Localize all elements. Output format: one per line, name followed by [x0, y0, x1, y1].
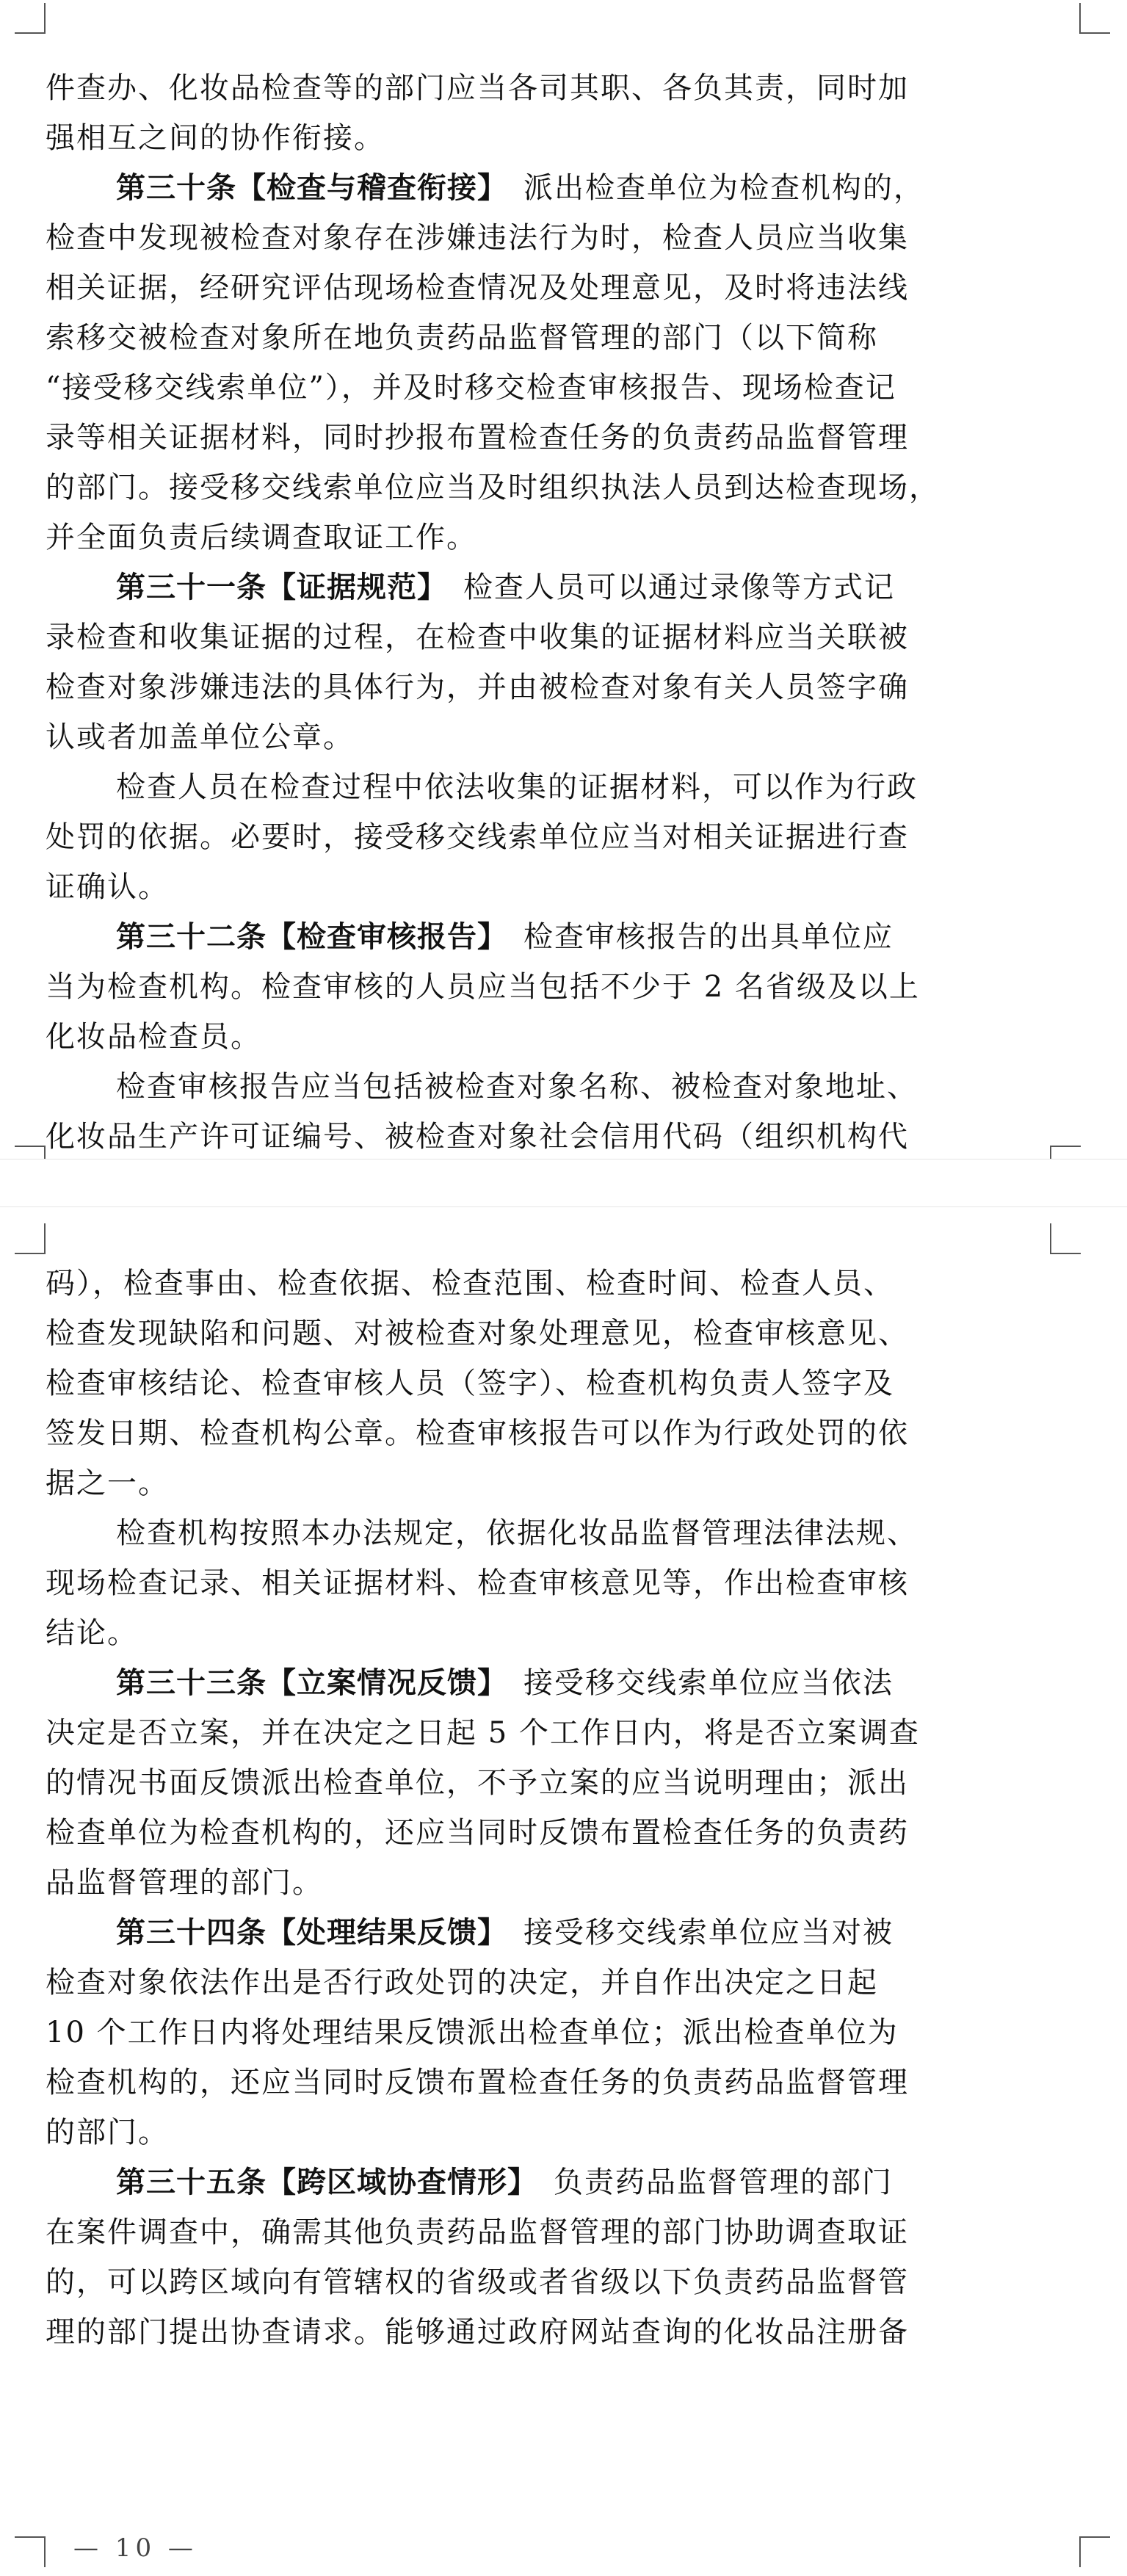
text-line: 检查单位为检查机构的，还应当同时反馈布置检查任务的负责药: [46, 1816, 909, 1850]
text-line: 处罚的依据。必要时，接受移交线索单位应当对相关证据进行查: [46, 820, 909, 854]
text-line: 证确认。: [46, 870, 169, 904]
article-text: 接受移交线索单位应当依法: [493, 1666, 894, 1700]
article-heading: 第三十二条【检查审核报告】: [116, 919, 493, 954]
article-heading: 第三十条【检查与稽查衔接】: [116, 170, 493, 205]
text-line: 检查机构的，还应当同时反馈布置检查任务的负责药品监督管理: [46, 2066, 909, 2099]
page-number: — 10 —: [73, 2533, 198, 2563]
page-2-body: [46, 1259, 1059, 2357]
text-line: 在案件调查中，确需其他负责药品监督管理的部门协助调查取证: [46, 2215, 909, 2249]
text-line: 当为检查机构。检查审核的人员应当包括不少于 2 名省级及以上: [46, 970, 920, 1004]
article-heading: 第三十一条【证据规范】: [116, 570, 432, 604]
article-text: 接受移交线索单位应当对被: [493, 1916, 894, 1950]
article-heading: 第三十五条【跨区域协查情形】: [116, 2165, 523, 2199]
text-line: 检查机构按照本办法规定，依据化妆品监督管理法律法规、: [116, 1516, 918, 1550]
page-1-body: [46, 63, 1059, 1162]
article-text: 负责药品监督管理的部门: [523, 2166, 893, 2199]
text-line: 的情况书面反馈派出检查单位，不予立案的应当说明理由；派出: [46, 1766, 909, 1800]
article-heading: 第三十三条【立案情况反馈】: [116, 1665, 493, 1700]
text-line: 的部门。: [46, 2116, 169, 2149]
text-line: [46, 163, 1059, 213]
text-line: 检查对象涉嫌违法的具体行为，并由被检查对象有关人员签字确: [46, 670, 909, 704]
crop-mark-top-right: [1050, 1223, 1081, 1254]
text-line: “接受移交线索单位”），并及时移交检查审核报告、现场检查记: [46, 371, 896, 405]
crop-mark-top-left: [15, 1223, 46, 1254]
text-line: 签发日期、检查机构公章。检查审核报告可以作为行政处罚的依: [46, 1417, 909, 1450]
text-line: 件查办、化妆品检查等的部门应当各司其职、各负其责，同时加: [46, 71, 909, 105]
text-line: 检查对象依法作出是否行政处罚的决定，并自作出决定之日起: [46, 1966, 878, 2000]
text-line: 化妆品生产许可证编号、被检查对象社会信用代码（组织机构代: [46, 1120, 909, 1154]
article-text: 检查人员可以通过录像等方式记: [432, 571, 895, 604]
text-line: [46, 562, 1059, 612]
text-line: 并全面负责后续调查取证工作。: [46, 521, 477, 554]
text-line: 认或者加盖单位公章。: [46, 720, 354, 754]
text-line: 检查发现缺陷和问题、对被检查对象处理意见，检查审核意见、: [46, 1317, 909, 1350]
text-line: 检查审核报告应当包括被检查对象名称、被检查对象地址、: [116, 1070, 918, 1104]
text-line: 检查审核结论、检查审核人员（签字）、检查机构负责人签字及: [46, 1367, 894, 1400]
crop-mark-bottom-right: [1079, 2536, 1110, 2567]
text-line: 品监督管理的部门。: [46, 1866, 323, 1900]
text-line: 化妆品检查员。: [46, 1020, 261, 1054]
text-line: [46, 912, 1059, 962]
text-line: 的部门。接受移交线索单位应当及时组织执法人员到达检查现场，: [46, 471, 940, 504]
text-line: 据之一。: [46, 1466, 169, 1500]
text-line: 理的部门提出协查请求。能够通过政府网站查询的化妆品注册备: [46, 2315, 909, 2349]
text-line: 相关证据，经研究评估现场检查情况及处理意见，及时将违法线: [46, 271, 909, 305]
page-break: [0, 1159, 1127, 1207]
text-line: 结论。: [46, 1616, 138, 1650]
text-line: [46, 2157, 1059, 2207]
text-line: 现场检查记录、相关证据材料、检查审核意见等，作出检查审核: [46, 1566, 909, 1600]
text-line: [46, 1658, 1059, 1708]
text-line: 决定是否立案，并在决定之日起 5 个工作日内，将是否立案调查: [46, 1716, 920, 1750]
text-line: 检查人员在检查过程中依法收集的证据材料，可以作为行政: [116, 770, 918, 804]
text-line: 录检查和收集证据的过程，在检查中收集的证据材料应当关联被: [46, 621, 909, 654]
crop-mark-top-right: [1079, 3, 1110, 34]
text-line: 录等相关证据材料，同时抄报布置检查任务的负责药品监督管理: [46, 421, 909, 455]
article-text: 派出检查单位为检查机构的，: [493, 171, 924, 205]
text-line: 10 个工作日内将处理结果反馈派出检查单位；派出检查单位为: [46, 2016, 899, 2049]
text-line: 检查中发现被检查对象存在涉嫌违法行为时，检查人员应当收集: [46, 221, 909, 255]
crop-mark-top-left: [15, 3, 46, 34]
article-text: 检查审核报告的出具单位应: [493, 920, 894, 954]
text-line: 索移交被检查对象所在地负责药品监督管理的部门（以下简称: [46, 321, 878, 355]
text-line: [46, 1908, 1059, 1958]
article-heading: 第三十四条【处理结果反馈】: [116, 1915, 493, 1950]
crop-mark-bottom-left: [15, 2536, 46, 2567]
text-line: 强相互之间的协作衔接。: [46, 121, 385, 155]
text-line: 码），检查事由、检查依据、检查范围、检查时间、检查人员、: [46, 1267, 894, 1300]
text-line: 的，可以跨区域向有管辖权的省级或者省级以下负责药品监督管: [46, 2265, 909, 2299]
